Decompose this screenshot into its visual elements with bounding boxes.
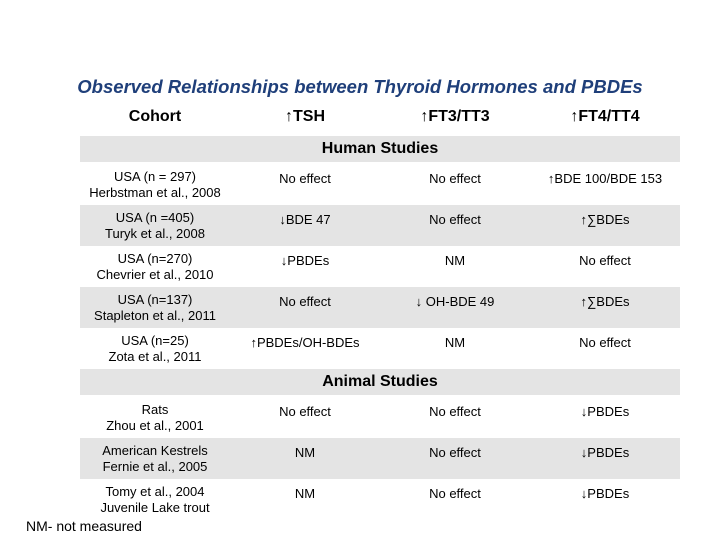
cohort-citation: Chevrier et al., 2010 [96,267,214,282]
ft3-cell: No effect [429,486,481,501]
section-animal-studies: Animal Studies [80,369,680,395]
ft4-cell: No effect [579,335,631,350]
ft3-cell: No effect [429,171,481,186]
slide-title: Observed Relationships between Thyroid Hormones and PBDEs [77,76,643,97]
ft4-cell: ↑∑BDEs [580,212,630,227]
cohort-line: USA (n=25) [121,333,189,348]
cohort-line: USA (n=270) [117,251,193,266]
cohort-line: Tomy et al., 2004 [105,484,205,499]
ft4-cell: ↓PBDEs [580,445,630,460]
cohort-line: USA (n = 297) [113,169,197,184]
table-row [80,287,680,328]
cohort-cell [80,210,230,242]
ft3-cell: NM [444,253,466,268]
cohort-line: Rats [141,402,169,417]
cohort-line: USA (n=137) [117,292,193,307]
header-ft4-tt4: ↑FT4/TT4 [570,108,640,125]
cohort-citation: Juvenile Lake trout [100,500,210,515]
cohort-citation: Herbstman et al., 2008 [89,185,221,200]
tsh-cell: No effect [279,294,331,309]
cohort-citation: Stapleton et al., 2011 [94,308,216,323]
table-row [80,164,680,205]
cohort-cell [80,402,230,434]
header-cohort: Cohort [128,108,182,125]
cohort-citation: Zota et al., 2011 [108,349,202,364]
ft4-cell: No effect [579,253,631,268]
cohort-cell [80,443,230,475]
section-human-studies: Human Studies [80,136,680,162]
tsh-cell: ↓BDE 47 [279,212,331,227]
table-header [80,108,680,132]
tsh-cell: ↓PBDEs [280,253,330,268]
table-row [80,479,680,520]
tsh-cell: No effect [279,404,331,419]
tsh-cell: ↑PBDEs/OH-BDEs [250,335,360,350]
table-row [80,205,680,246]
cohort-citation: Turyk et al., 2008 [105,226,205,241]
cohort-cell [80,292,230,324]
tsh-cell: NM [294,486,316,501]
footnote: NM- not measured [26,518,142,534]
table-row [80,438,680,479]
table-row [80,328,680,369]
tsh-cell: NM [294,445,316,460]
tsh-cell: No effect [279,171,331,186]
cohort-citation: Zhou et al., 2001 [106,418,204,433]
ft4-cell: ↓PBDEs [580,404,630,419]
ft3-cell: ↓ OH-BDE 49 [415,294,495,309]
header-ft3-tt3: ↑FT3/TT3 [420,108,490,125]
cohort-line: American Kestrels [102,443,208,458]
ft4-cell: ↑∑BDEs [580,294,630,309]
ft4-cell: ↓PBDEs [580,486,630,501]
table-row [80,397,680,438]
ft3-cell: NM [444,335,466,350]
cohort-citation: Fernie et al., 2005 [102,459,208,474]
cohort-cell [80,251,230,283]
ft3-cell: No effect [429,445,481,460]
ft4-cell: ↑BDE 100/BDE 153 [547,171,663,186]
header-tsh: ↑TSH [285,108,325,125]
cohort-cell [80,333,230,365]
ft3-cell: No effect [429,212,481,227]
cohort-cell [80,169,230,201]
table-row [80,246,680,287]
cohort-cell [80,484,230,516]
cohort-line: USA (n =405) [115,210,195,225]
ft3-cell: No effect [429,404,481,419]
